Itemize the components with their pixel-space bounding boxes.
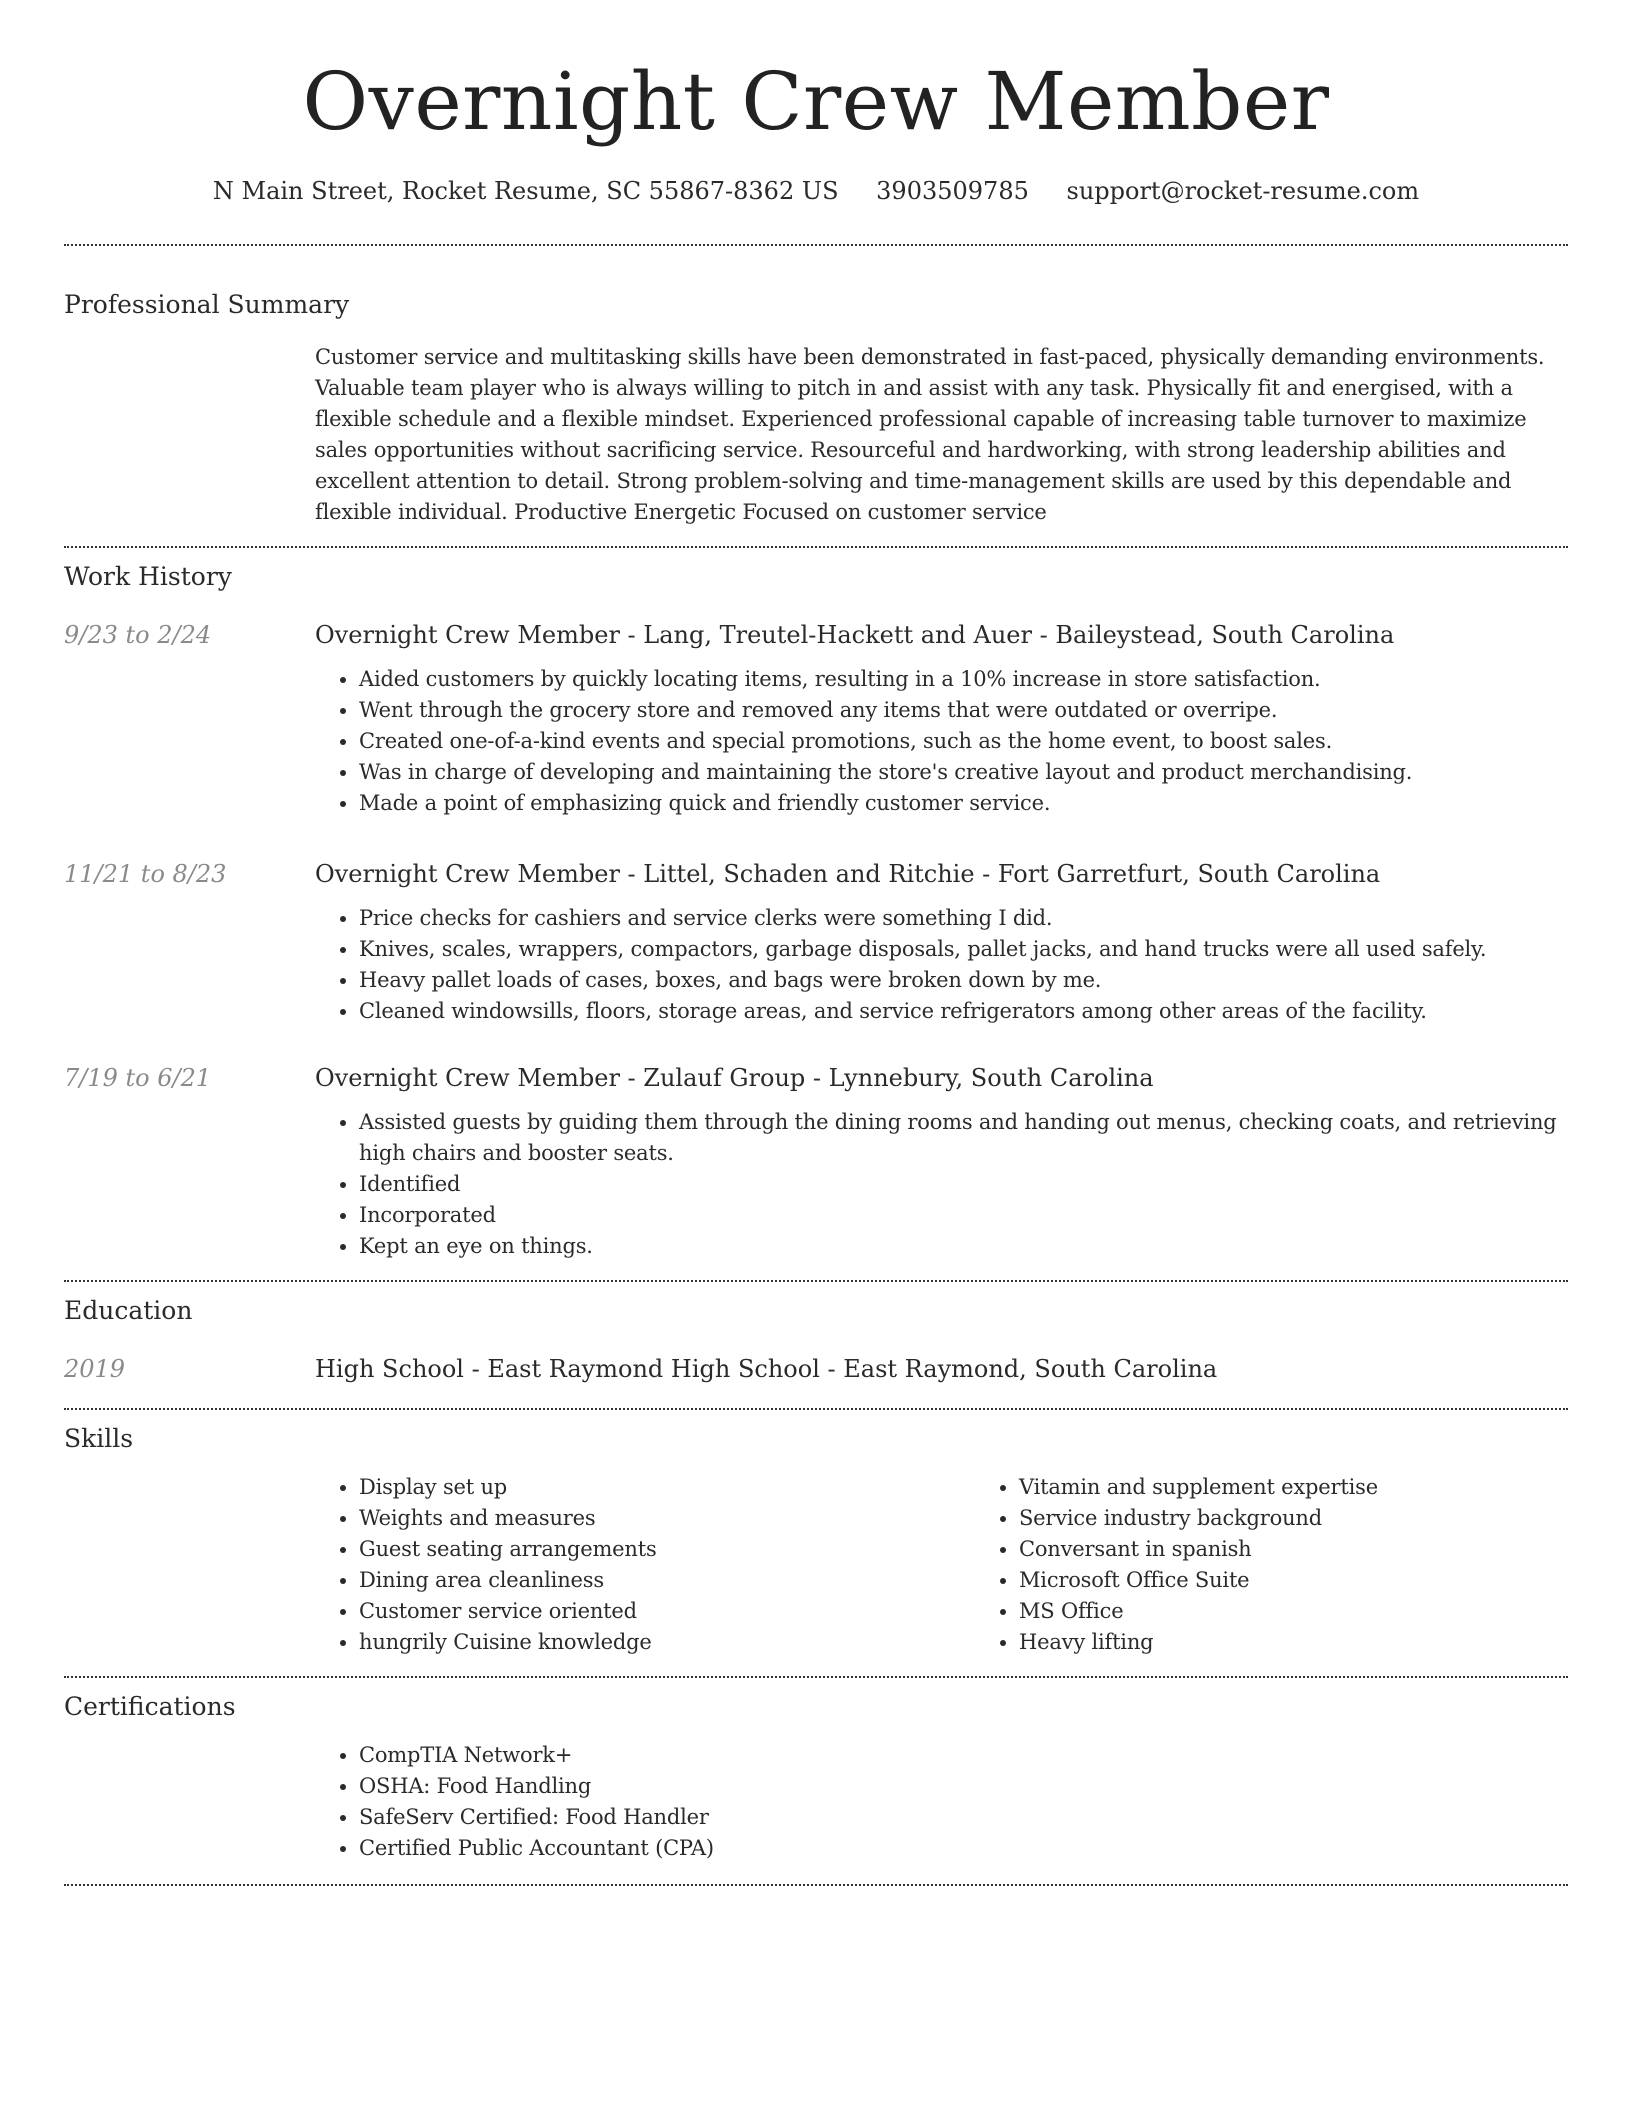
list-item: • Guest seating arrangements <box>359 1534 975 1565</box>
list-item: • Made a point of emphasizing quick and friendly customer service. <box>359 788 1568 819</box>
list-item: • Went through the grocery store and removed any items that were outdated or overripe. <box>359 695 1568 726</box>
list-item: • Display set up <box>359 1472 975 1503</box>
skills-columns <box>315 1472 1568 1676</box>
list-item: • Certified Public Accountant (CPA) <box>359 1833 1568 1864</box>
job-body <box>315 618 1568 819</box>
education-year: 2019 <box>64 1355 126 1383</box>
summary-title: Professional Summary <box>64 290 350 319</box>
list-item: • Was in charge of developing and maintaining the store's creative layout and product merchandising. <box>359 757 1568 788</box>
job-entry <box>64 1061 1568 1262</box>
list-item: • MS Office <box>1019 1596 1632 1627</box>
contact-phone: 3903509785 <box>876 177 1029 205</box>
skills-list-left <box>315 1472 975 1658</box>
section-divider <box>64 244 1568 246</box>
contact-email: support@rocket-resume.com <box>1066 177 1420 205</box>
section-divider <box>64 1408 1568 1410</box>
skills-title: Skills <box>64 1424 134 1453</box>
job-heading: Overnight Crew Member - Lang, Treutel-Hackett and Auer - Baileystead, South Carolina <box>315 621 1395 649</box>
education-body <box>315 1352 1568 1386</box>
job-entry <box>64 618 1568 819</box>
job-heading: Overnight Crew Member - Littel, Schaden and Ritchie - Fort Garretfurt, South Carolina <box>315 860 1381 888</box>
list-item: • Dining area cleanliness <box>359 1565 975 1596</box>
contact-line <box>64 174 1568 208</box>
education-section <box>64 1294 1568 1408</box>
list-item: • Cleaned windowsills, floors, storage areas, and service refrigerators among other areas of the facility. <box>359 996 1568 1027</box>
list-item: • Weights and measures <box>359 1503 975 1534</box>
list-item: • Kept an eye on things. <box>359 1231 1568 1262</box>
list-item: • Aided customers by quickly locating items, resulting in a 10% increase in store satisfaction. <box>359 664 1568 695</box>
certifications-title: Certifications <box>64 1692 236 1721</box>
list-item: • Service industry background <box>1019 1503 1632 1534</box>
job-entry <box>64 857 1568 1027</box>
section-divider <box>64 1280 1568 1282</box>
job-bullets <box>315 903 1568 1027</box>
work-history-title: Work History <box>64 562 232 591</box>
certifications-list-wrap <box>315 1740 1568 1884</box>
list-item: • Microsoft Office Suite <box>1019 1565 1632 1596</box>
list-item: • Created one-of-a-kind events and special promotions, such as the home event, to boost sales. <box>359 726 1568 757</box>
list-item: • Knives, scales, wrappers, compactors, garbage disposals, pallet jacks, and hand trucks were all used safely. <box>359 934 1568 965</box>
list-item: • hungrily Cuisine knowledge <box>359 1627 975 1658</box>
list-item: • SafeServ Certified: Food Handler <box>359 1802 1568 1833</box>
summary-section <box>64 288 1568 546</box>
job-dates: 11/21 to 8/23 <box>64 860 227 888</box>
job-body <box>315 1061 1568 1262</box>
list-item: • Identified <box>359 1169 1568 1200</box>
education-heading: High School - East Raymond High School - East Raymond, South Carolina <box>315 1355 1218 1383</box>
list-item: • CompTIA Network+ <box>359 1740 1568 1771</box>
list-item: • Heavy pallet loads of cases, boxes, and bags were broken down by me. <box>359 965 1568 996</box>
list-item: • Assisted guests by guiding them through the dining rooms and handing out menus, checking coats, and retrieving high chairs and booster seats. <box>359 1107 1568 1169</box>
work-history-section <box>64 560 1568 1280</box>
section-divider <box>64 546 1568 548</box>
list-item: • Price checks for cashiers and service clerks were something I did. <box>359 903 1568 934</box>
list-item: • OSHA: Food Handling <box>359 1771 1568 1802</box>
list-item: • Heavy lifting <box>1019 1627 1632 1658</box>
job-bullets <box>315 1107 1568 1262</box>
job-bullets <box>315 664 1568 819</box>
list-item: • Customer service oriented <box>359 1596 975 1627</box>
resume-name: Overnight Crew Member <box>302 55 1330 148</box>
section-divider <box>64 1884 1568 1886</box>
job-dates: 9/23 to 2/24 <box>64 621 212 649</box>
education-title: Education <box>64 1296 193 1325</box>
list-item: • Vitamin and supplement expertise <box>1019 1472 1632 1503</box>
education-entry <box>64 1352 1568 1408</box>
skills-list-right <box>975 1472 1632 1658</box>
certifications-section <box>64 1690 1568 1884</box>
job-body <box>315 857 1568 1027</box>
certifications-list <box>315 1740 1568 1864</box>
summary-text: Customer service and multitasking skills have been demonstrated in fast-paced, physically demanding environments. Valuable team player who is always willing to pitch in and assist with any task. Physically fit and energised, with a flexible schedule and a flexible mindset. Experienced professional capable of increasing table turnover to maximize sales opportunities without sacrificing service. Resourceful and hardworking, with strong leadership abilities and excellent attention to detail. Strong problem-solving and time-management skills are used by this dependable and flexible individual. Productive Energetic Focused on customer service <box>315 345 1545 524</box>
skills-section <box>64 1422 1568 1676</box>
job-dates: 7/19 to 6/21 <box>64 1064 212 1092</box>
list-item: • Incorporated <box>359 1200 1568 1231</box>
list-item: • Conversant in spanish <box>1019 1534 1632 1565</box>
job-heading: Overnight Crew Member - Zulauf Group - Lynnebury, South Carolina <box>315 1064 1154 1092</box>
contact-address: N Main Street, Rocket Resume, SC 55867-8362 US <box>212 177 839 205</box>
section-divider <box>64 1676 1568 1678</box>
